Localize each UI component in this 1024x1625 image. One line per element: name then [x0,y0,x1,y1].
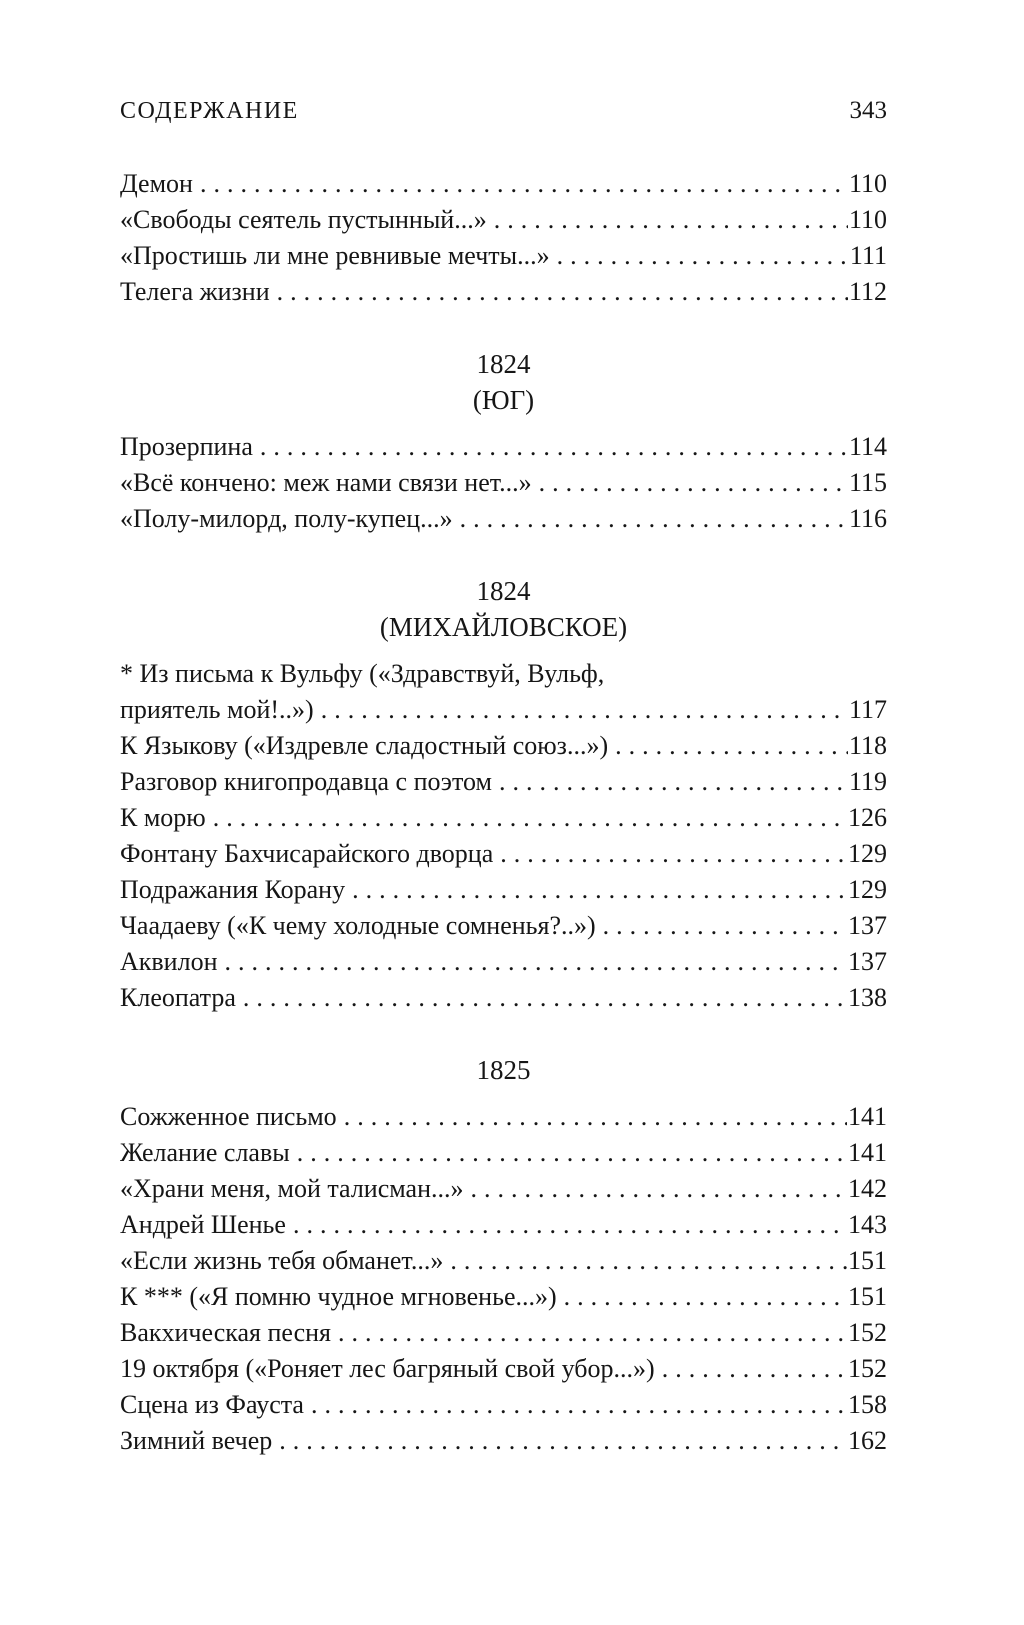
dot-leader [225,944,848,980]
dot-leader [260,429,848,465]
toc-entry-page: 152 [848,1354,887,1383]
dot-leader [200,166,848,202]
toc-entry-page: 116 [848,504,887,533]
dot-leader [557,238,849,274]
toc-entry [120,944,887,980]
dot-leader [279,1423,847,1459]
toc-entry-page: 117 [848,695,887,724]
toc-entry-title: 19 октября («Роняет лес багряный свой убор...») [120,1354,655,1383]
toc-entry-title: Чаадаеву («К чему холодные сомненья?..») [120,911,596,940]
toc-entry [120,501,887,537]
toc-entry [120,872,887,908]
contents-heading: СОДЕРЖАНИЕ [120,98,299,124]
toc-entry-title: Вакхическая песня [120,1318,331,1347]
dot-leader [615,728,848,764]
toc-entry-title: Сцена из Фауста [120,1390,304,1419]
toc-entry [120,429,887,465]
dot-leader [352,872,847,908]
toc-entry-page: 142 [848,1174,887,1203]
dot-leader [311,1387,847,1423]
toc-entry [120,764,887,800]
toc-entry [120,1207,887,1243]
toc-section [120,346,887,537]
toc-entry [120,800,887,836]
dot-leader [460,501,848,537]
dot-leader [297,1135,847,1171]
section-year-heading: 1824 [476,576,531,606]
toc-entry [120,1135,887,1171]
toc-entry-page: 151 [848,1246,887,1275]
toc-entry-page: 110 [848,169,887,198]
toc-entry-page: 158 [848,1390,887,1419]
toc-entry-title: «Простишь ли мне ревнивые мечты...» [120,241,550,270]
dot-leader [243,980,847,1016]
toc-section [120,573,887,1016]
toc-entry-title: К *** («Я помню чудное мгновенье...») [120,1282,557,1311]
toc-entry [120,202,887,238]
toc-entry [120,1279,887,1315]
toc-entry-title: * Из письма к Вульфу («Здравствуй, Вульф, [120,659,605,688]
toc-entry-title: приятель мой!..») [120,695,314,724]
toc-entry [120,1387,887,1423]
toc-entry-title: Подражания Корану [120,875,346,904]
toc-entry-page: 141 [848,1138,887,1167]
toc-entry-page: 141 [848,1102,887,1131]
dot-leader [470,1171,847,1207]
toc-entry-title: «Свободы сеятель пустынный...» [120,205,487,234]
toc-entry-title: «Храни меня, мой талисман...» [120,1174,464,1203]
toc-entry-title: К морю [120,803,206,832]
toc-entry [120,274,887,310]
toc-entry-page: 137 [848,947,887,976]
toc-entry [120,465,887,501]
toc-entry [120,908,887,944]
toc-entry-title: «Всё кончено: меж нами связи нет...» [120,468,532,497]
toc-entry-page: 162 [848,1426,887,1455]
toc-section [120,1052,887,1459]
toc-entry [120,1423,887,1459]
section-place-heading: (МИХАЙЛОВСКОЕ) [379,612,628,642]
toc-entry-title: Фонтану Бахчисарайского дворца [120,839,494,868]
toc-entry [120,1351,887,1387]
toc-section-entries [120,656,887,1016]
toc-entry [120,1315,887,1351]
toc-entry-title: «Если жизнь тебя обманет...» [120,1246,444,1275]
toc-entry-page: 138 [848,983,887,1012]
toc-entry-page: 111 [849,241,887,270]
toc-entry-page: 110 [848,205,887,234]
dot-leader [277,274,848,310]
toc-entry-line1 [120,656,887,692]
toc-entry-title: Телега жизни [120,277,270,306]
dot-leader [450,1243,847,1279]
toc-entry-title: Разговор книгопродавца с поэтом [120,767,492,796]
dot-leader [293,1207,847,1243]
dot-leader [603,908,847,944]
toc-entry-page: 119 [848,767,887,796]
toc-entry [120,1099,887,1135]
dot-leader [662,1351,847,1387]
toc-entry-title: Сожженное письмо [120,1102,337,1131]
dot-leader [213,800,847,836]
toc-entry [120,1243,887,1279]
toc-section-entries [120,1099,887,1459]
toc-entry-title: Прозерпина [120,432,253,461]
section-year-heading: 1824 [476,349,531,379]
toc-entry-page: 114 [848,432,887,461]
dot-leader [321,692,848,728]
toc-entry [120,980,887,1016]
toc-entry-title: Желание славы [120,1138,290,1167]
toc-entry-title: «Полу-милорд, полу-купец...» [120,504,453,533]
dot-leader [500,836,847,872]
toc-entry [120,836,887,872]
page-header [120,96,887,126]
toc-entry-title: Зимний вечер [120,1426,273,1455]
dot-leader [499,764,848,800]
dot-leader [344,1099,847,1135]
dot-leader [338,1315,847,1351]
toc-entry [120,1171,887,1207]
toc-entry-page: 152 [848,1318,887,1347]
toc-entry-title: Демон [120,169,193,198]
toc-entry-page: 112 [848,277,887,306]
folio-page-number: 343 [849,97,887,124]
toc-entry-page: 129 [848,875,887,904]
toc-section [120,166,887,310]
toc-entry-page: 115 [848,468,887,497]
toc-entry [120,238,887,274]
toc-entry [120,728,887,764]
toc-entry-title: Андрей Шенье [120,1210,286,1239]
toc-entry [120,166,887,202]
toc-entry-page: 137 [848,911,887,940]
toc-entry-page: 129 [848,839,887,868]
toc-entry-title: Клеопатра [120,983,236,1012]
toc-entry-page: 126 [848,803,887,832]
toc-entry-page: 151 [848,1282,887,1311]
dot-leader [564,1279,847,1315]
toc-entry-title: Аквилон [120,947,218,976]
toc-entry-page: 118 [848,731,887,760]
toc-section-entries [120,429,887,537]
toc-entry-page: 143 [848,1210,887,1239]
dot-leader [539,465,848,501]
toc-entry-title: К Языкову («Издревле сладостный союз...») [120,731,609,760]
section-year-heading: 1825 [476,1055,531,1085]
toc-entry-line2 [120,692,887,728]
dot-leader [494,202,848,238]
section-place-heading: (ЮГ) [472,385,535,415]
